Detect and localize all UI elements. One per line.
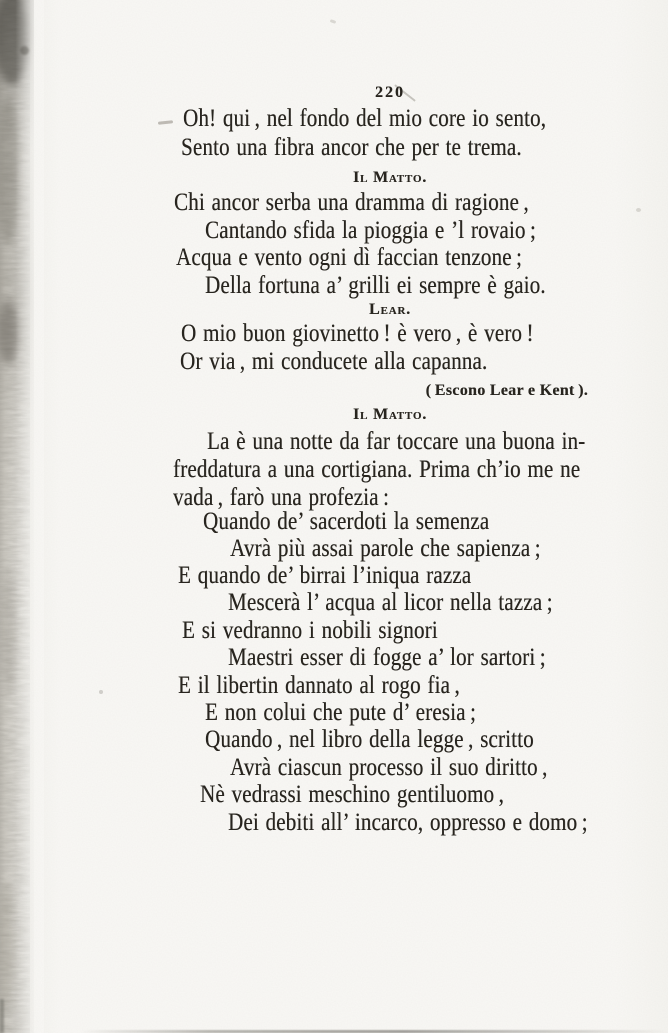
verse-line: La è una notte da far toccare una buona in- bbox=[207, 428, 586, 455]
verse-line: Or via , mi conducete alla capanna. bbox=[180, 348, 488, 375]
verse-line: Sento una fibra ancor che per te trema. bbox=[181, 134, 522, 161]
verse-line: Quando , nel libro della legge , scritto bbox=[205, 726, 534, 753]
stage-direction: ( Escono Lear e Kent ). bbox=[425, 382, 588, 399]
verse-line: E non colui che pute d’ eresia ; bbox=[205, 699, 476, 726]
verse-line: Della fortuna a’ grilli ei sempre è gaio. bbox=[205, 272, 546, 299]
verse-line: freddatura a una cortigiana. Prima ch’io me ne bbox=[173, 456, 581, 483]
speaker-heading: Il Matto. bbox=[352, 406, 428, 423]
verse-line: vada , farò una profezia : bbox=[173, 484, 389, 511]
speaker-heading: Lear. bbox=[369, 301, 411, 318]
speaker-heading: Il Matto. bbox=[352, 169, 428, 186]
verse-line: E quando de’ birrai l’iniqua razza bbox=[178, 562, 472, 589]
verse-line: Avrà ciascun processo il suo diritto , bbox=[230, 754, 548, 781]
verse-line: E il libertin dannato al rogo fia , bbox=[178, 672, 460, 699]
verse-line: O mio buon giovinetto ! è vero , è vero ! bbox=[181, 320, 534, 347]
verse-line: Quando de’ sacerdoti la semenza bbox=[203, 508, 490, 535]
verse-line: Acqua e vento ogni dì faccian tenzone ; bbox=[176, 244, 523, 271]
verse-line: Mescerà l’ acqua al licor nella tazza ; bbox=[228, 589, 553, 616]
verse-line: Cantando sfida la pioggia e ’l rovaio ; bbox=[205, 217, 536, 244]
page-number: 220 bbox=[375, 84, 405, 101]
verse-line: E si vedranno i nobili signori bbox=[182, 617, 438, 644]
verse-line: Oh! qui , nel fondo del mio core io sento, bbox=[183, 105, 547, 132]
verse-line: Nè vedrassi meschino gentiluomo , bbox=[200, 781, 504, 808]
verse-line: Maestri esser di fogge a’ lor sartori ; bbox=[228, 644, 546, 671]
verse-line: Dei debiti all’ incarco, oppresso e domo ; bbox=[228, 809, 588, 836]
verse-line: Avrà più assai parole che sapienza ; bbox=[230, 535, 541, 562]
verse-line: Chi ancor serba una dramma di ragione , bbox=[174, 189, 529, 216]
